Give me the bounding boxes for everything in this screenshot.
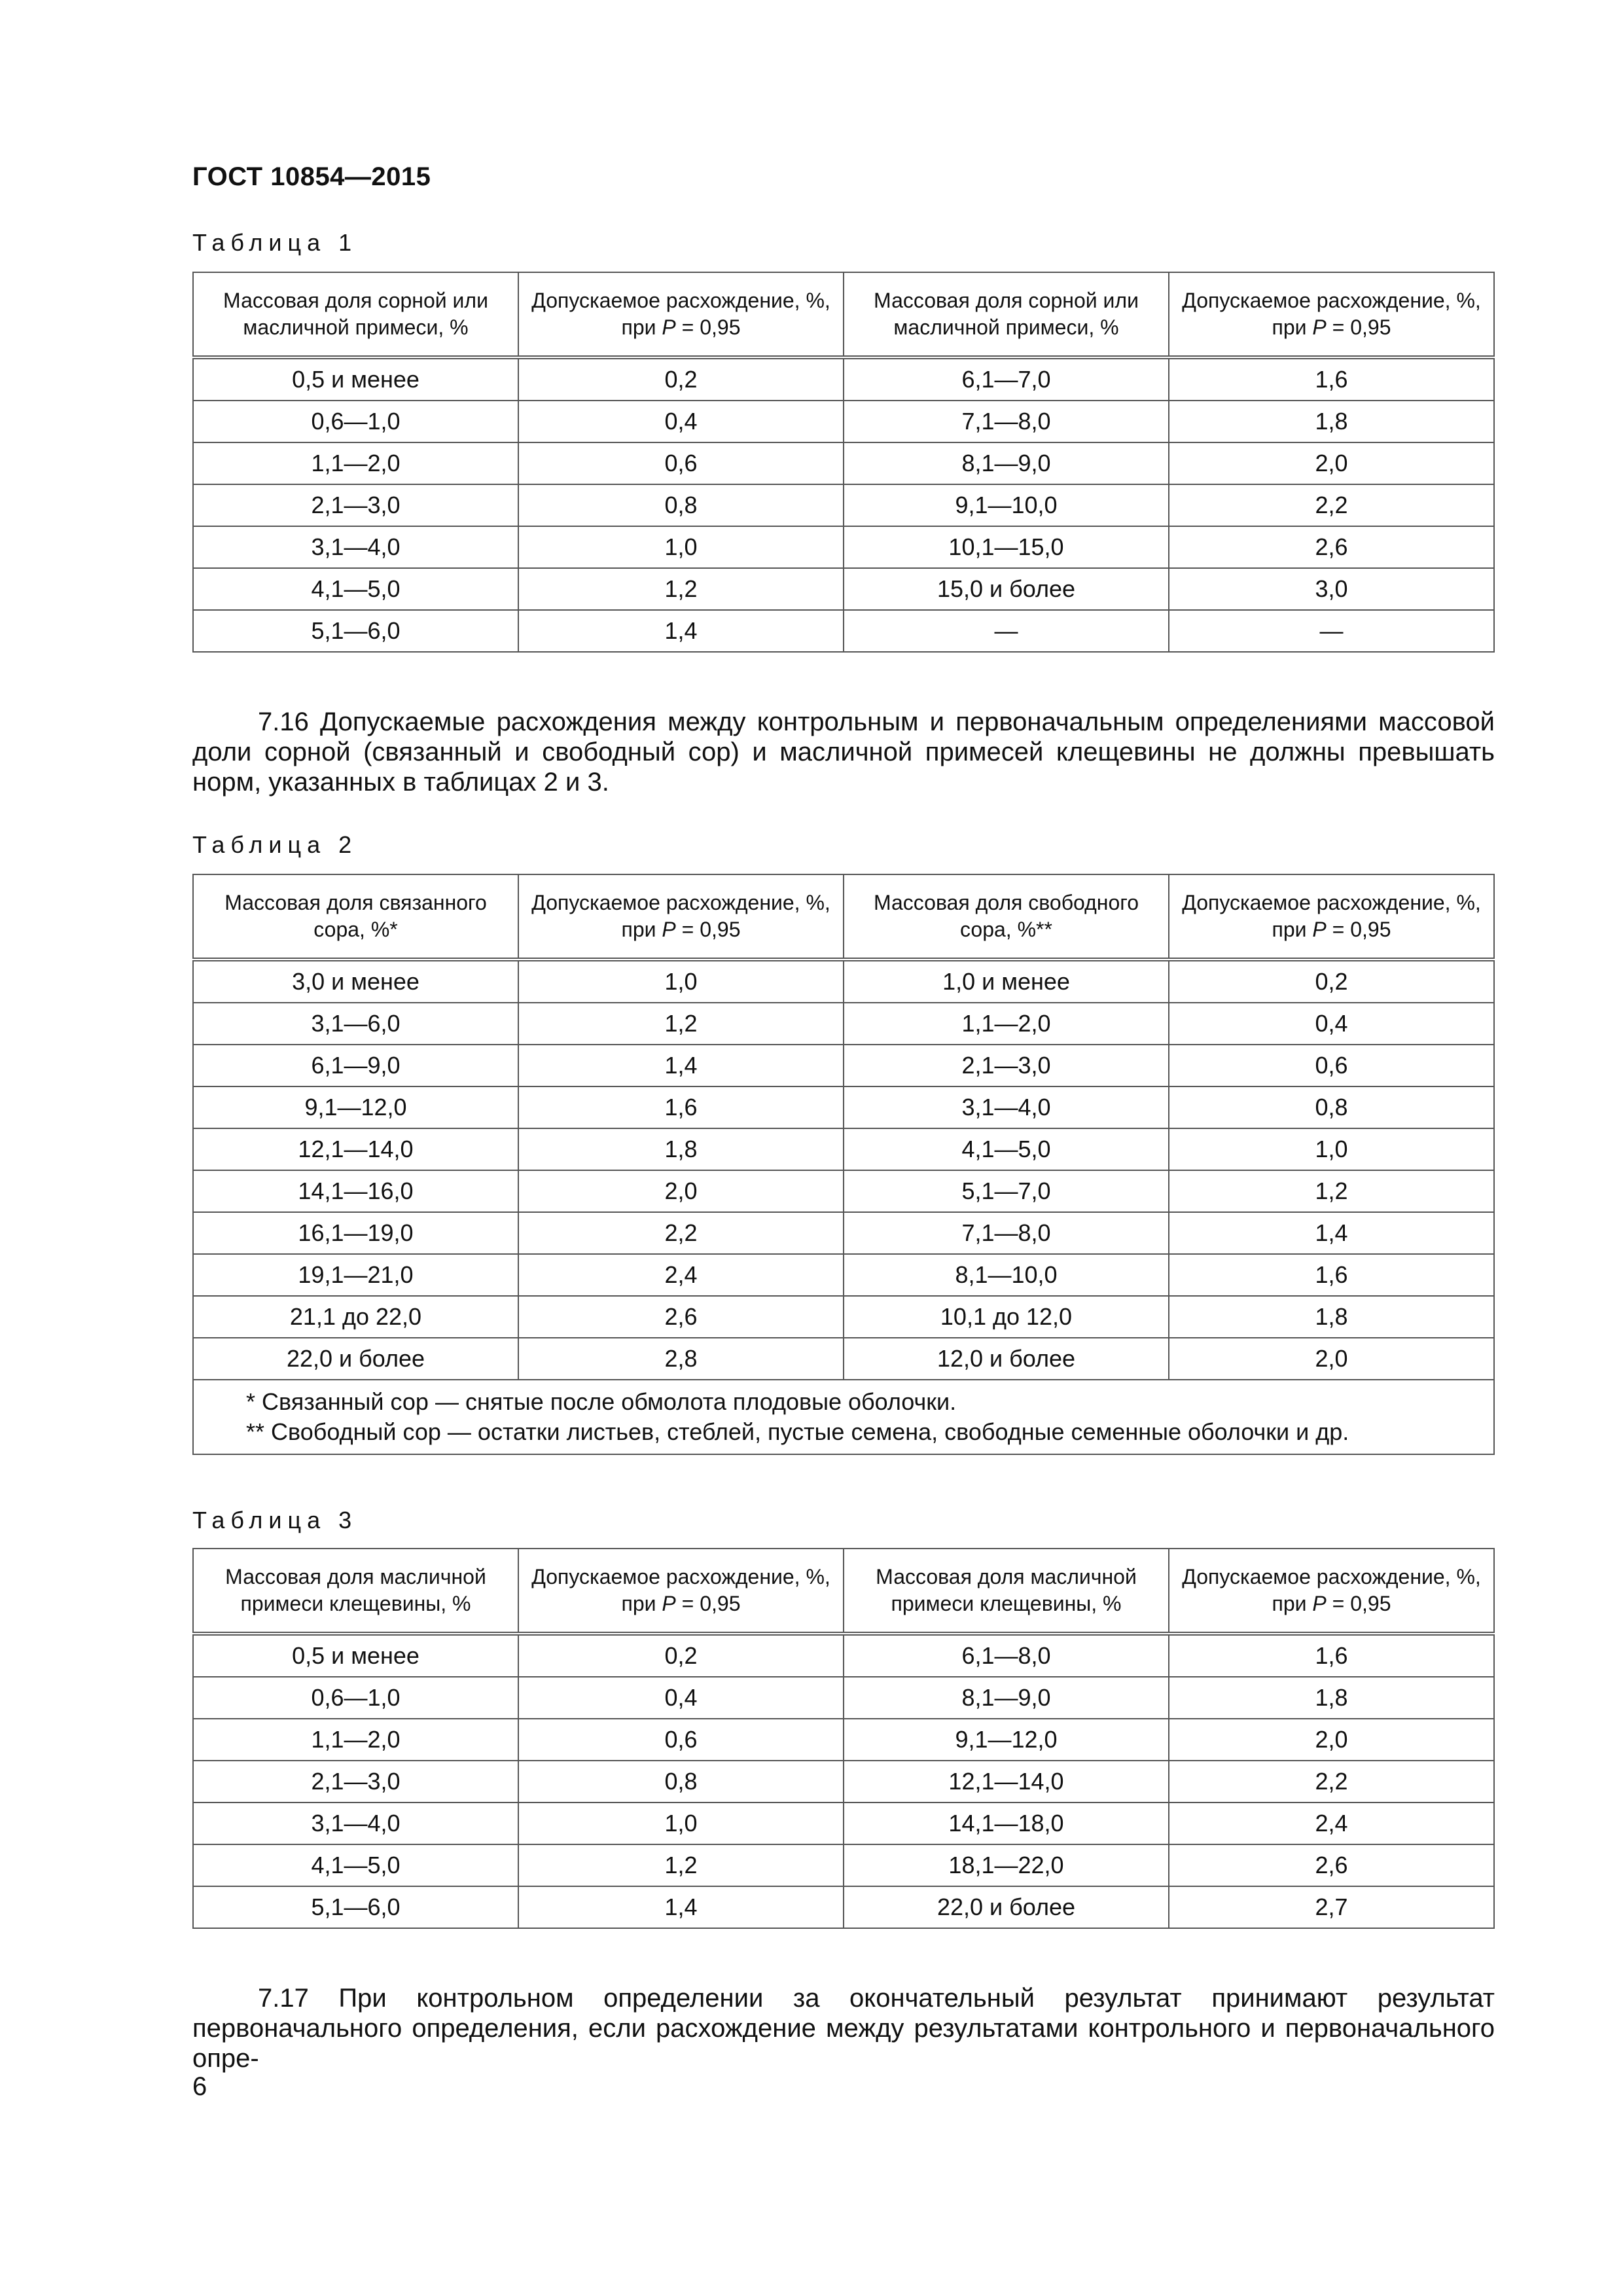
table-row: [193, 357, 1494, 401]
cell: 9,1—12,0: [844, 1719, 1169, 1761]
cell: 0,2: [518, 1634, 844, 1677]
t3-header-2: Допускаемое расхождение, %, при P = 0,95: [518, 1549, 844, 1634]
table-row: [193, 1803, 1494, 1844]
cell: 0,6: [518, 1719, 844, 1761]
cell: 2,8: [518, 1338, 844, 1380]
t3-header-3: Массовая доля масличной примеси клещевины, %: [844, 1549, 1169, 1634]
table-2-notes: [193, 1380, 1494, 1454]
cell: 0,8: [518, 484, 844, 526]
cell: 6,1—7,0: [844, 357, 1169, 401]
table-row: [193, 1886, 1494, 1928]
table-2-caption: Таблица 2: [192, 831, 358, 858]
table-1: [192, 272, 1495, 653]
table-3-caption: Таблица 3: [192, 1507, 358, 1534]
table-row: [193, 1634, 1494, 1677]
table-row: [193, 1045, 1494, 1086]
footnote-1: * Связанный сор — снятые после обмолота плодовые оболочки.: [246, 1388, 957, 1415]
page-number: 6: [192, 2072, 207, 2101]
t3-header-1: Массовая доля масличной примеси клещевины, %: [193, 1549, 518, 1634]
t2-header-1: Массовая доля связанного сора, %*: [193, 874, 518, 960]
cell: 2,6: [1169, 1844, 1494, 1886]
cell: 2,0: [518, 1170, 844, 1212]
cell: 3,0: [1169, 568, 1494, 610]
cell: 0,5 и менее: [193, 357, 518, 401]
cell: 6,1—9,0: [193, 1045, 518, 1086]
cell: 1,0: [518, 960, 844, 1003]
cell: 22,0 и более: [193, 1338, 518, 1380]
cell: 1,4: [518, 1045, 844, 1086]
cell: 5,1—6,0: [193, 1886, 518, 1928]
table-row: [193, 401, 1494, 442]
cell: 0,2: [1169, 960, 1494, 1003]
cell: 15,0 и более: [844, 568, 1169, 610]
t1-header-3: Массовая доля сорной или масличной примеси, %: [844, 272, 1169, 357]
cell: 10,1—15,0: [844, 526, 1169, 568]
cell: 0,5 и менее: [193, 1634, 518, 1677]
cell: 4,1—5,0: [844, 1128, 1169, 1170]
cell: 1,4: [1169, 1212, 1494, 1254]
cell: 0,6—1,0: [193, 1677, 518, 1719]
cell: 1,6: [1169, 357, 1494, 401]
table-1-caption: Таблица 1: [192, 229, 358, 256]
cell: 18,1—22,0: [844, 1844, 1169, 1886]
cell: 21,1 до 22,0: [193, 1296, 518, 1338]
cell: 12,0 и более: [844, 1338, 1169, 1380]
cell: —: [1169, 610, 1494, 652]
cell: 1,2: [518, 568, 844, 610]
cell: 0,8: [518, 1761, 844, 1803]
cell: 2,7: [1169, 1886, 1494, 1928]
cell: 4,1—5,0: [193, 568, 518, 610]
cell: 3,1—6,0: [193, 1003, 518, 1045]
cell: 0,6: [1169, 1045, 1494, 1086]
cell: 1,8: [1169, 401, 1494, 442]
t2-header-2: Допускаемое расхождение, %, при P = 0,95: [518, 874, 844, 960]
paragraph-7-16: 7.16 Допускаемые расхождения между контрольным и первоначальным определениями массовой доли сорной (связанный и свободный сор) и масличной примесей клещевины не должны превышать норм, указанных в таблицах 2 и 3.: [192, 708, 1495, 797]
cell: 2,1—3,0: [844, 1045, 1169, 1086]
cell: 1,0: [518, 1803, 844, 1844]
cell: 12,1—14,0: [844, 1761, 1169, 1803]
table-3: [192, 1548, 1495, 1929]
cell: —: [844, 610, 1169, 652]
cell: 1,1—2,0: [193, 442, 518, 484]
cell: 3,0 и менее: [193, 960, 518, 1003]
cell: 1,6: [1169, 1634, 1494, 1677]
table-row: [193, 484, 1494, 526]
cell: 1,2: [518, 1003, 844, 1045]
t1-header-2: Допускаемое расхождение, %, при P = 0,95: [518, 272, 844, 357]
cell: 19,1—21,0: [193, 1254, 518, 1296]
table-2: [192, 874, 1495, 1455]
cell: 1,0: [518, 526, 844, 568]
cell: 1,2: [518, 1844, 844, 1886]
table-row: [193, 1254, 1494, 1296]
cell: 1,4: [518, 1886, 844, 1928]
table-row: [193, 526, 1494, 568]
cell: 0,2: [518, 357, 844, 401]
t2-header-4: Допускаемое расхождение, %, при P = 0,95: [1169, 874, 1494, 960]
cell: 2,4: [1169, 1803, 1494, 1844]
cell: 9,1—12,0: [193, 1086, 518, 1128]
cell: 1,1—2,0: [844, 1003, 1169, 1045]
cell: 10,1 до 12,0: [844, 1296, 1169, 1338]
cell: 2,6: [518, 1296, 844, 1338]
cell: 4,1—5,0: [193, 1844, 518, 1886]
cell: 0,8: [1169, 1086, 1494, 1128]
cell: 9,1—10,0: [844, 484, 1169, 526]
cell: 14,1—18,0: [844, 1803, 1169, 1844]
table-row: [193, 1338, 1494, 1380]
table-row: [193, 568, 1494, 610]
cell: 1,0 и менее: [844, 960, 1169, 1003]
cell: 8,1—9,0: [844, 442, 1169, 484]
cell: 14,1—16,0: [193, 1170, 518, 1212]
table-row: [193, 1212, 1494, 1254]
cell: 2,0: [1169, 1719, 1494, 1761]
cell: 0,6: [518, 442, 844, 484]
cell: 2,0: [1169, 442, 1494, 484]
cell: 2,0: [1169, 1338, 1494, 1380]
cell: 2,1—3,0: [193, 484, 518, 526]
cell: 2,4: [518, 1254, 844, 1296]
footnote-2: ** Свободный сор — остатки листьев, стеблей, пустые семена, свободные семенные оболочки и др.: [246, 1418, 1349, 1445]
cell: 1,8: [518, 1128, 844, 1170]
cell: 5,1—7,0: [844, 1170, 1169, 1212]
cell: 1,1—2,0: [193, 1719, 518, 1761]
table-row: [193, 610, 1494, 652]
cell: 0,6—1,0: [193, 401, 518, 442]
t1-header-4: Допускаемое расхождение, %, при P = 0,95: [1169, 272, 1494, 357]
cell: 7,1—8,0: [844, 1212, 1169, 1254]
cell: 0,4: [518, 401, 844, 442]
cell: 3,1—4,0: [844, 1086, 1169, 1128]
table-row: [193, 442, 1494, 484]
cell: 0,4: [1169, 1003, 1494, 1045]
table-row: [193, 1003, 1494, 1045]
cell: 2,2: [1169, 1761, 1494, 1803]
table-row: [193, 1170, 1494, 1212]
cell: 0,4: [518, 1677, 844, 1719]
cell: 1,6: [518, 1086, 844, 1128]
table-row: [193, 1761, 1494, 1803]
cell: 6,1—8,0: [844, 1634, 1169, 1677]
cell: 1,8: [1169, 1677, 1494, 1719]
t2-header-3: Массовая доля свободного сора, %**: [844, 874, 1169, 960]
footnotes: [193, 1380, 1494, 1454]
cell: 5,1—6,0: [193, 610, 518, 652]
cell: 1,8: [1169, 1296, 1494, 1338]
t1-header-1: Массовая доля сорной или масличной примеси, %: [193, 272, 518, 357]
cell: 3,1—4,0: [193, 1803, 518, 1844]
cell: 16,1—19,0: [193, 1212, 518, 1254]
table-row: [193, 1719, 1494, 1761]
cell: 7,1—8,0: [844, 401, 1169, 442]
document-header: ГОСТ 10854—2015: [192, 162, 431, 191]
table-row: [193, 1128, 1494, 1170]
cell: 1,4: [518, 610, 844, 652]
table-row: [193, 960, 1494, 1003]
table-row: [193, 1844, 1494, 1886]
cell: 2,2: [518, 1212, 844, 1254]
cell: 3,1—4,0: [193, 526, 518, 568]
table-row: [193, 1086, 1494, 1128]
paragraph-7-17: 7.17 При контрольном определении за окончательный результат принимают результат первоначального определения, если расхождение между результатами контрольного и первоначального опре-: [192, 1984, 1495, 2073]
cell: 2,6: [1169, 526, 1494, 568]
cell: 2,2: [1169, 484, 1494, 526]
cell: 1,6: [1169, 1254, 1494, 1296]
cell: 2,1—3,0: [193, 1761, 518, 1803]
table-row: [193, 1296, 1494, 1338]
cell: 8,1—10,0: [844, 1254, 1169, 1296]
cell: 12,1—14,0: [193, 1128, 518, 1170]
cell: 1,2: [1169, 1170, 1494, 1212]
cell: 22,0 и более: [844, 1886, 1169, 1928]
t3-header-4: Допускаемое расхождение, %, при P = 0,95: [1169, 1549, 1494, 1634]
cell: 1,0: [1169, 1128, 1494, 1170]
table-row: [193, 1677, 1494, 1719]
cell: 8,1—9,0: [844, 1677, 1169, 1719]
